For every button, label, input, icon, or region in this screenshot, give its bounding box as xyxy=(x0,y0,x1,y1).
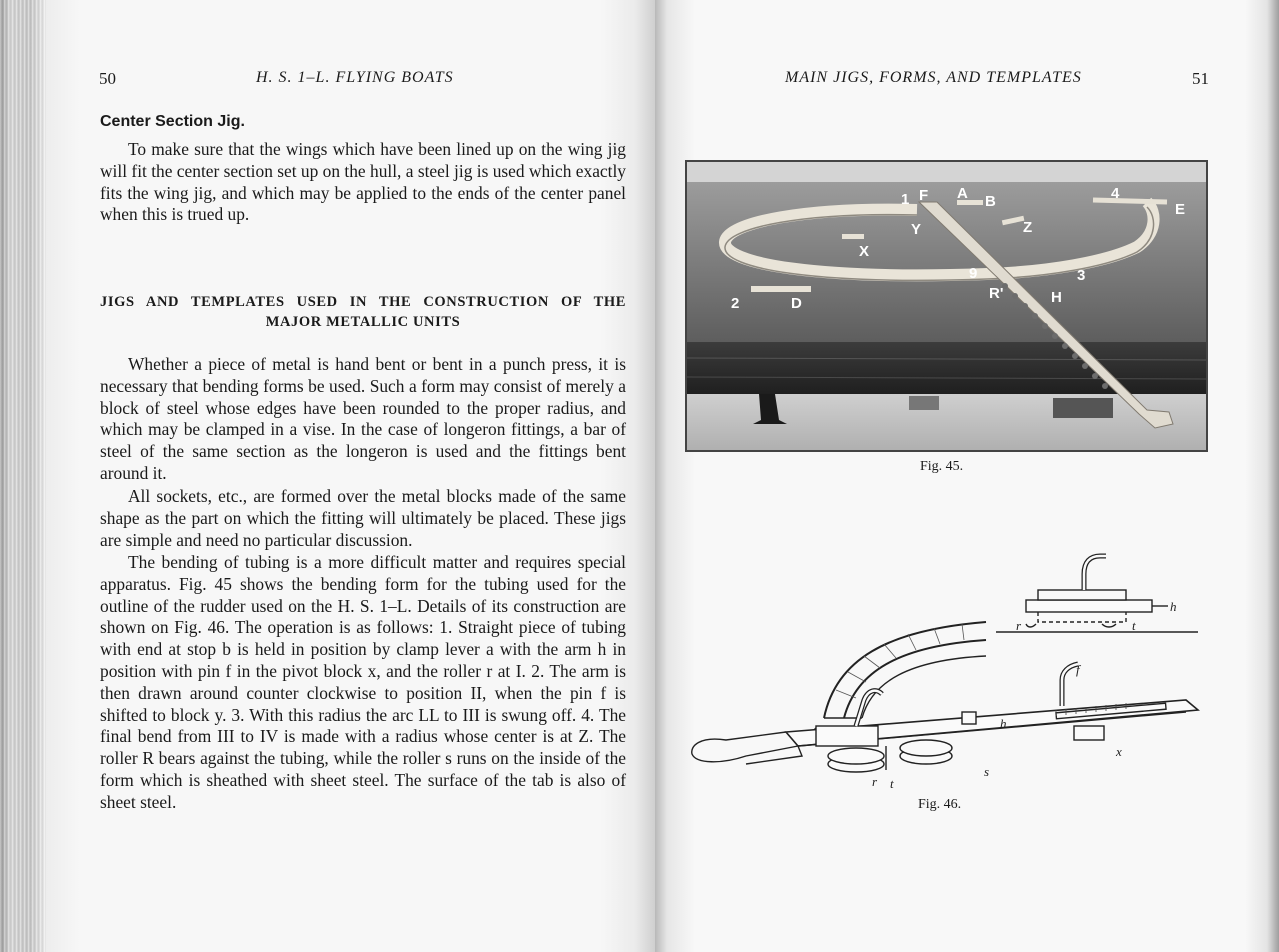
label-h: H xyxy=(1051,289,1062,306)
label-t-top: t xyxy=(1132,618,1136,633)
label-4: 4 xyxy=(1111,185,1120,202)
chapter-heading xyxy=(100,292,626,332)
figure-45-caption: Fig. 45. xyxy=(920,459,964,474)
label-z: Z xyxy=(1023,219,1033,236)
label-x: x xyxy=(1116,744,1122,759)
page-number: 51 xyxy=(1192,69,1209,88)
page-number: 50 xyxy=(99,69,116,88)
paragraph-3 xyxy=(100,552,626,814)
label-f: F xyxy=(919,187,929,204)
label-1: 1 xyxy=(901,191,910,208)
paragraph-1-text: Whether a piece of metal is hand bent or bent in a punch press, it is necessary that bending forms be used. Such a form may consist of merely a block of steel whose edges have been rounded to the proper radius, and which may be clamped in a vise. In the case of longeron fittings, a bar of steel of the same section as the longeron is used and the fittings bent around it. xyxy=(100,354,626,483)
bending-form-diagram xyxy=(686,550,1201,790)
label-s: s xyxy=(984,764,990,779)
running-head: H. S. 1–L. FLYING BOATS xyxy=(256,69,454,86)
chapter-heading-line2: MAJOR METALLIC UNITS xyxy=(265,314,461,330)
right-page xyxy=(655,0,1279,952)
intro-text: To make sure that the wings which have been lined up on the wing jig will fit the center section set up on the hull, a steel jig is used which exactly fits the wing jig, and which may be applied to the ends of the center panel when this is trued up. xyxy=(100,139,626,225)
label-d: D xyxy=(791,295,802,312)
running-head: MAIN JIGS, FORMS, AND TEMPLATES xyxy=(785,69,1082,86)
label-a: A xyxy=(957,185,968,202)
label-x: X xyxy=(859,243,870,260)
label-b: B xyxy=(985,193,996,210)
label-r: r xyxy=(872,774,878,789)
label-r: R' xyxy=(989,285,1004,302)
page-edges xyxy=(0,0,46,952)
intro-paragraph xyxy=(100,139,626,226)
bending-form-photo xyxy=(687,162,1206,450)
label-r-top: r xyxy=(1016,618,1022,633)
chapter-heading-line1: JIGS AND TEMPLATES USED IN THE CONSTRUCTION OF THE xyxy=(100,294,626,310)
figure-46-drawing xyxy=(686,550,1201,790)
label-2: 2 xyxy=(731,295,740,312)
paragraph-3-text: The bending of tubing is a more difficult matter and requires special apparatus. Fig. 45 shows the bending form for the tubing used for the outline of the rudder used on the H. S. 1–L. Details of its construction are shown on Fig. 46. The operation is as follows: 1. Straight piece of tubing with end at stop b is held in position by clamp lever a with the arm h in position with pin f in the pivot block x, and the roller r at I. 2. The arm is then drawn around counter clockwise to position II, when the pin f is shifted to block y. 3. With this radius the arc LL to III is swung off. 4. The final bend from III to IV is made with a radius whose center is at Z. The roller R bears against the tubing, while the roller s runs on the inside of the form which is sheathed with sheet steel. The surface of the tab is also of sheet steel. xyxy=(100,552,626,812)
label-3: 3 xyxy=(1077,267,1086,284)
label-h: h xyxy=(1000,716,1007,731)
label-e: E xyxy=(1175,201,1186,218)
figure-46-caption: Fig. 46. xyxy=(918,797,962,812)
figure-45-photo xyxy=(685,160,1208,452)
label-h-top: h xyxy=(1170,599,1177,614)
paragraph-2-text: All sockets, etc., are formed over the metal blocks made of the same shape as the part on which the fitting will ultimately be placed. These jigs are simple and need no particular discussion. xyxy=(100,486,626,550)
label-f: f xyxy=(1076,662,1080,677)
label-9: 9 xyxy=(969,265,978,282)
paragraph-1 xyxy=(100,354,626,485)
section-title: Center Section Jig. xyxy=(100,113,245,130)
label-y: Y xyxy=(911,221,922,238)
paragraph-2 xyxy=(100,486,626,551)
label-t: t xyxy=(890,776,894,790)
